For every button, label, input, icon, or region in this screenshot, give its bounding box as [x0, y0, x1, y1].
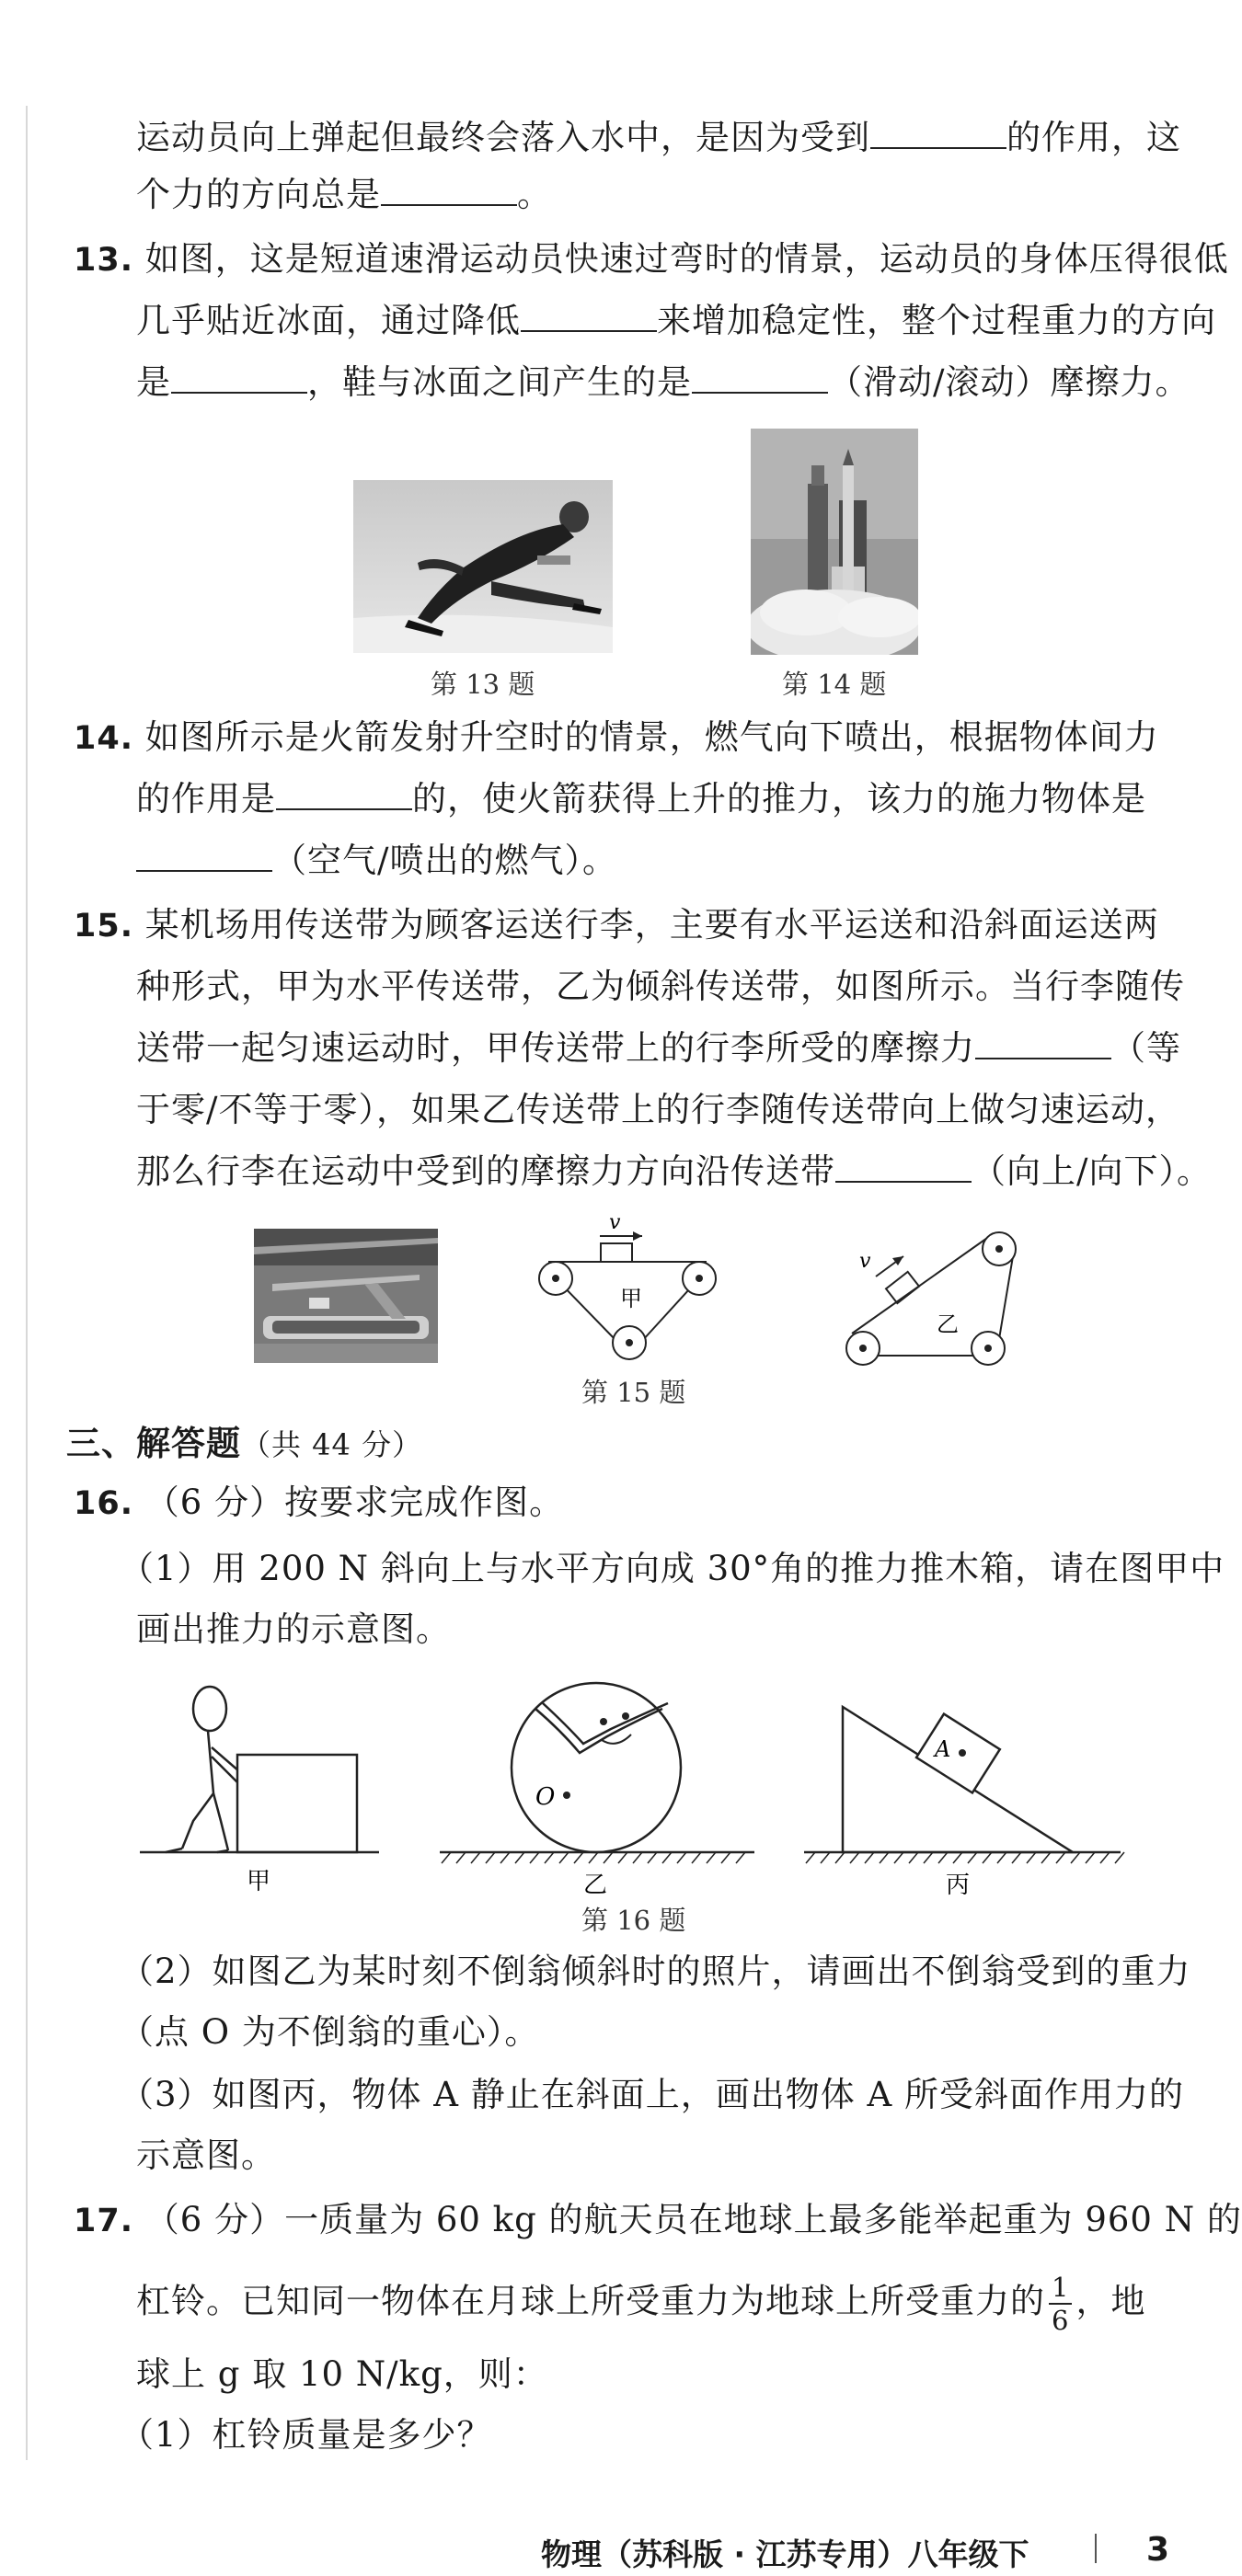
pulley-axle: [859, 1345, 867, 1352]
pulley-axle: [984, 1345, 992, 1352]
question-number: 14.: [74, 720, 134, 757]
person-pushing-box-figure: [129, 1683, 396, 1904]
q12-line1: 运动员向上弹起但最终会落入水中，是因为受到 的作用，这: [136, 118, 1181, 157]
q16-part2-line1: （2）如图乙为某时刻不倒翁倾斜时的照片，请画出不倒翁受到的重力: [120, 1952, 1191, 1991]
q17-line2: 杠铃。已知同一物体在月球上所受重力为地球上所受重力的 $\frac{1}{6}$ ，地: [136, 2272, 1146, 2336]
figure-caption: 第 16 题: [581, 1905, 686, 1936]
answer-blank[interactable]: [276, 781, 412, 810]
q12-line2: 个力的方向总是 。: [136, 175, 552, 214]
figure-caption: 第 13 题: [431, 669, 535, 700]
stick-figure: [166, 1731, 239, 1852]
q13-line3: 是 ，鞋与冰面之间产生的是 （滑动/滚动）摩擦力。: [136, 362, 1190, 402]
pulley-axle: [995, 1245, 1003, 1253]
answer-blank[interactable]: [381, 177, 517, 206]
q14-line2: 的作用是 的，使火箭获得上升的推力，该力的施力物体是: [136, 779, 1146, 819]
q13-line2: 几乎贴近冰面，通过降低 来增加稳定性，整个过程重力的方向: [136, 301, 1216, 340]
luggage-box: [601, 1243, 632, 1262]
fraction-one-sixth: $\frac{1}{6}$: [1049, 2272, 1072, 2336]
speed-skater-photo: [353, 480, 613, 653]
figure-label: 丙: [946, 1872, 971, 1899]
q16-part1-line1: （1）用 200 N 斜向上与水平方向成 30°角的推力推木箱，请在图甲中: [120, 1549, 1225, 1588]
answer-blank[interactable]: [692, 364, 828, 394]
answer-blank[interactable]: [870, 120, 1006, 149]
eye: [622, 1712, 629, 1720]
eye: [600, 1718, 607, 1725]
figure-label: 甲: [247, 1868, 271, 1895]
figure-caption: 第 15 题: [581, 1377, 686, 1408]
arrowhead: [633, 1231, 642, 1241]
inclined-conveyor-diagram: [834, 1219, 1027, 1376]
figure-caption: 第 14 题: [782, 669, 887, 700]
q16-part2-line2: （点 O 为不倒翁的重心）。: [120, 2012, 540, 2052]
section-heading: 三、解答题（共 44 分）: [66, 1424, 423, 1463]
head: [193, 1687, 226, 1731]
q16-part3-line2: 示意图。: [136, 2135, 276, 2175]
q15-line3: 送带一起匀速运动时，甲传送带上的行李所受的摩擦力 （等: [136, 1028, 1181, 1068]
horizontal-conveyor-diagram: [534, 1212, 727, 1368]
airport-conveyor-photo: [254, 1229, 438, 1363]
question-number: 13.: [74, 242, 134, 279]
center-of-gravity-point: [563, 1792, 570, 1799]
pulley-axle: [626, 1339, 633, 1346]
block-label: A: [935, 1736, 951, 1762]
footer-divider: [1095, 2534, 1097, 2563]
answer-blank[interactable]: [521, 303, 657, 332]
q15-line2: 种形式，甲为水平传送带，乙为倾斜传送带，如图所示。当行李随传: [136, 967, 1185, 1006]
wooden-box: [237, 1755, 357, 1852]
velocity-label: v: [609, 1212, 621, 1234]
ground-hatching: [806, 1852, 1124, 1863]
footer-book-title: 物理（苏科版 · 江苏专用）八年级下: [541, 2536, 1029, 2572]
q13-line1: 13. 如图，这是短道速滑运动员快速过弯时的情景，运动员的身体压得很低: [74, 239, 1229, 279]
diagram-label: 乙: [937, 1311, 959, 1337]
q16-part1-line2: 画出推力的示意图。: [136, 1609, 451, 1649]
q15-line4: 于零/不等于零），如果乙传送带上的行李随传送带向上做匀速运动，: [136, 1090, 1180, 1129]
page-number: 3: [1146, 2531, 1170, 2569]
q15-line5: 那么行李在运动中受到的摩擦力方向沿传送带 （向上/向下）。: [136, 1151, 1212, 1191]
q16-intro: 16. （6 分）按要求完成作图。: [74, 1483, 565, 1522]
ground-hatching: [442, 1852, 745, 1863]
q15-line1: 15. 某机场用传送带为顾客运送行李，主要有水平运送和沿斜面运送两: [74, 905, 1159, 945]
q14-line3: （空气/喷出的燃气）。: [136, 839, 617, 883]
question-number: 16.: [74, 1485, 134, 1522]
velocity-label: v: [859, 1250, 871, 1273]
q16-part3-line1: （3）如图丙，物体 A 静止在斜面上，画出物体 A 所受斜面作用力的: [120, 2075, 1185, 2114]
pulley-axle: [696, 1275, 703, 1282]
q17-part1: （1）杠铃质量是多少？: [120, 2415, 492, 2455]
block-center-point: [959, 1749, 966, 1757]
question-number: 15.: [74, 908, 134, 945]
margin-rule: [26, 106, 28, 2460]
point-label: O: [535, 1783, 556, 1811]
rocket-launch-photo: [751, 429, 918, 655]
figure-label: 乙: [583, 1872, 608, 1899]
block-on-incline-figure: [797, 1672, 1128, 1902]
pulley-axle: [552, 1275, 559, 1282]
q17-line1: 17. （6 分）一质量为 60 kg 的航天员在地球上最多能举起重为 960 N 的: [74, 2200, 1242, 2239]
diagram-label: 甲: [620, 1286, 642, 1311]
answer-blank[interactable]: [975, 1030, 1111, 1059]
tumbler-figure: [432, 1676, 764, 1906]
question-number: 17.: [74, 2203, 134, 2239]
answer-blank[interactable]: [835, 1153, 972, 1183]
q17-line3: 球上 g 取 10 N/kg，则：: [136, 2354, 548, 2394]
q14-line1: 14. 如图所示是火箭发射升空时的情景，燃气向下喷出，根据物体间力: [74, 717, 1159, 757]
answer-blank[interactable]: [171, 364, 307, 394]
answer-blank[interactable]: [136, 842, 272, 872]
